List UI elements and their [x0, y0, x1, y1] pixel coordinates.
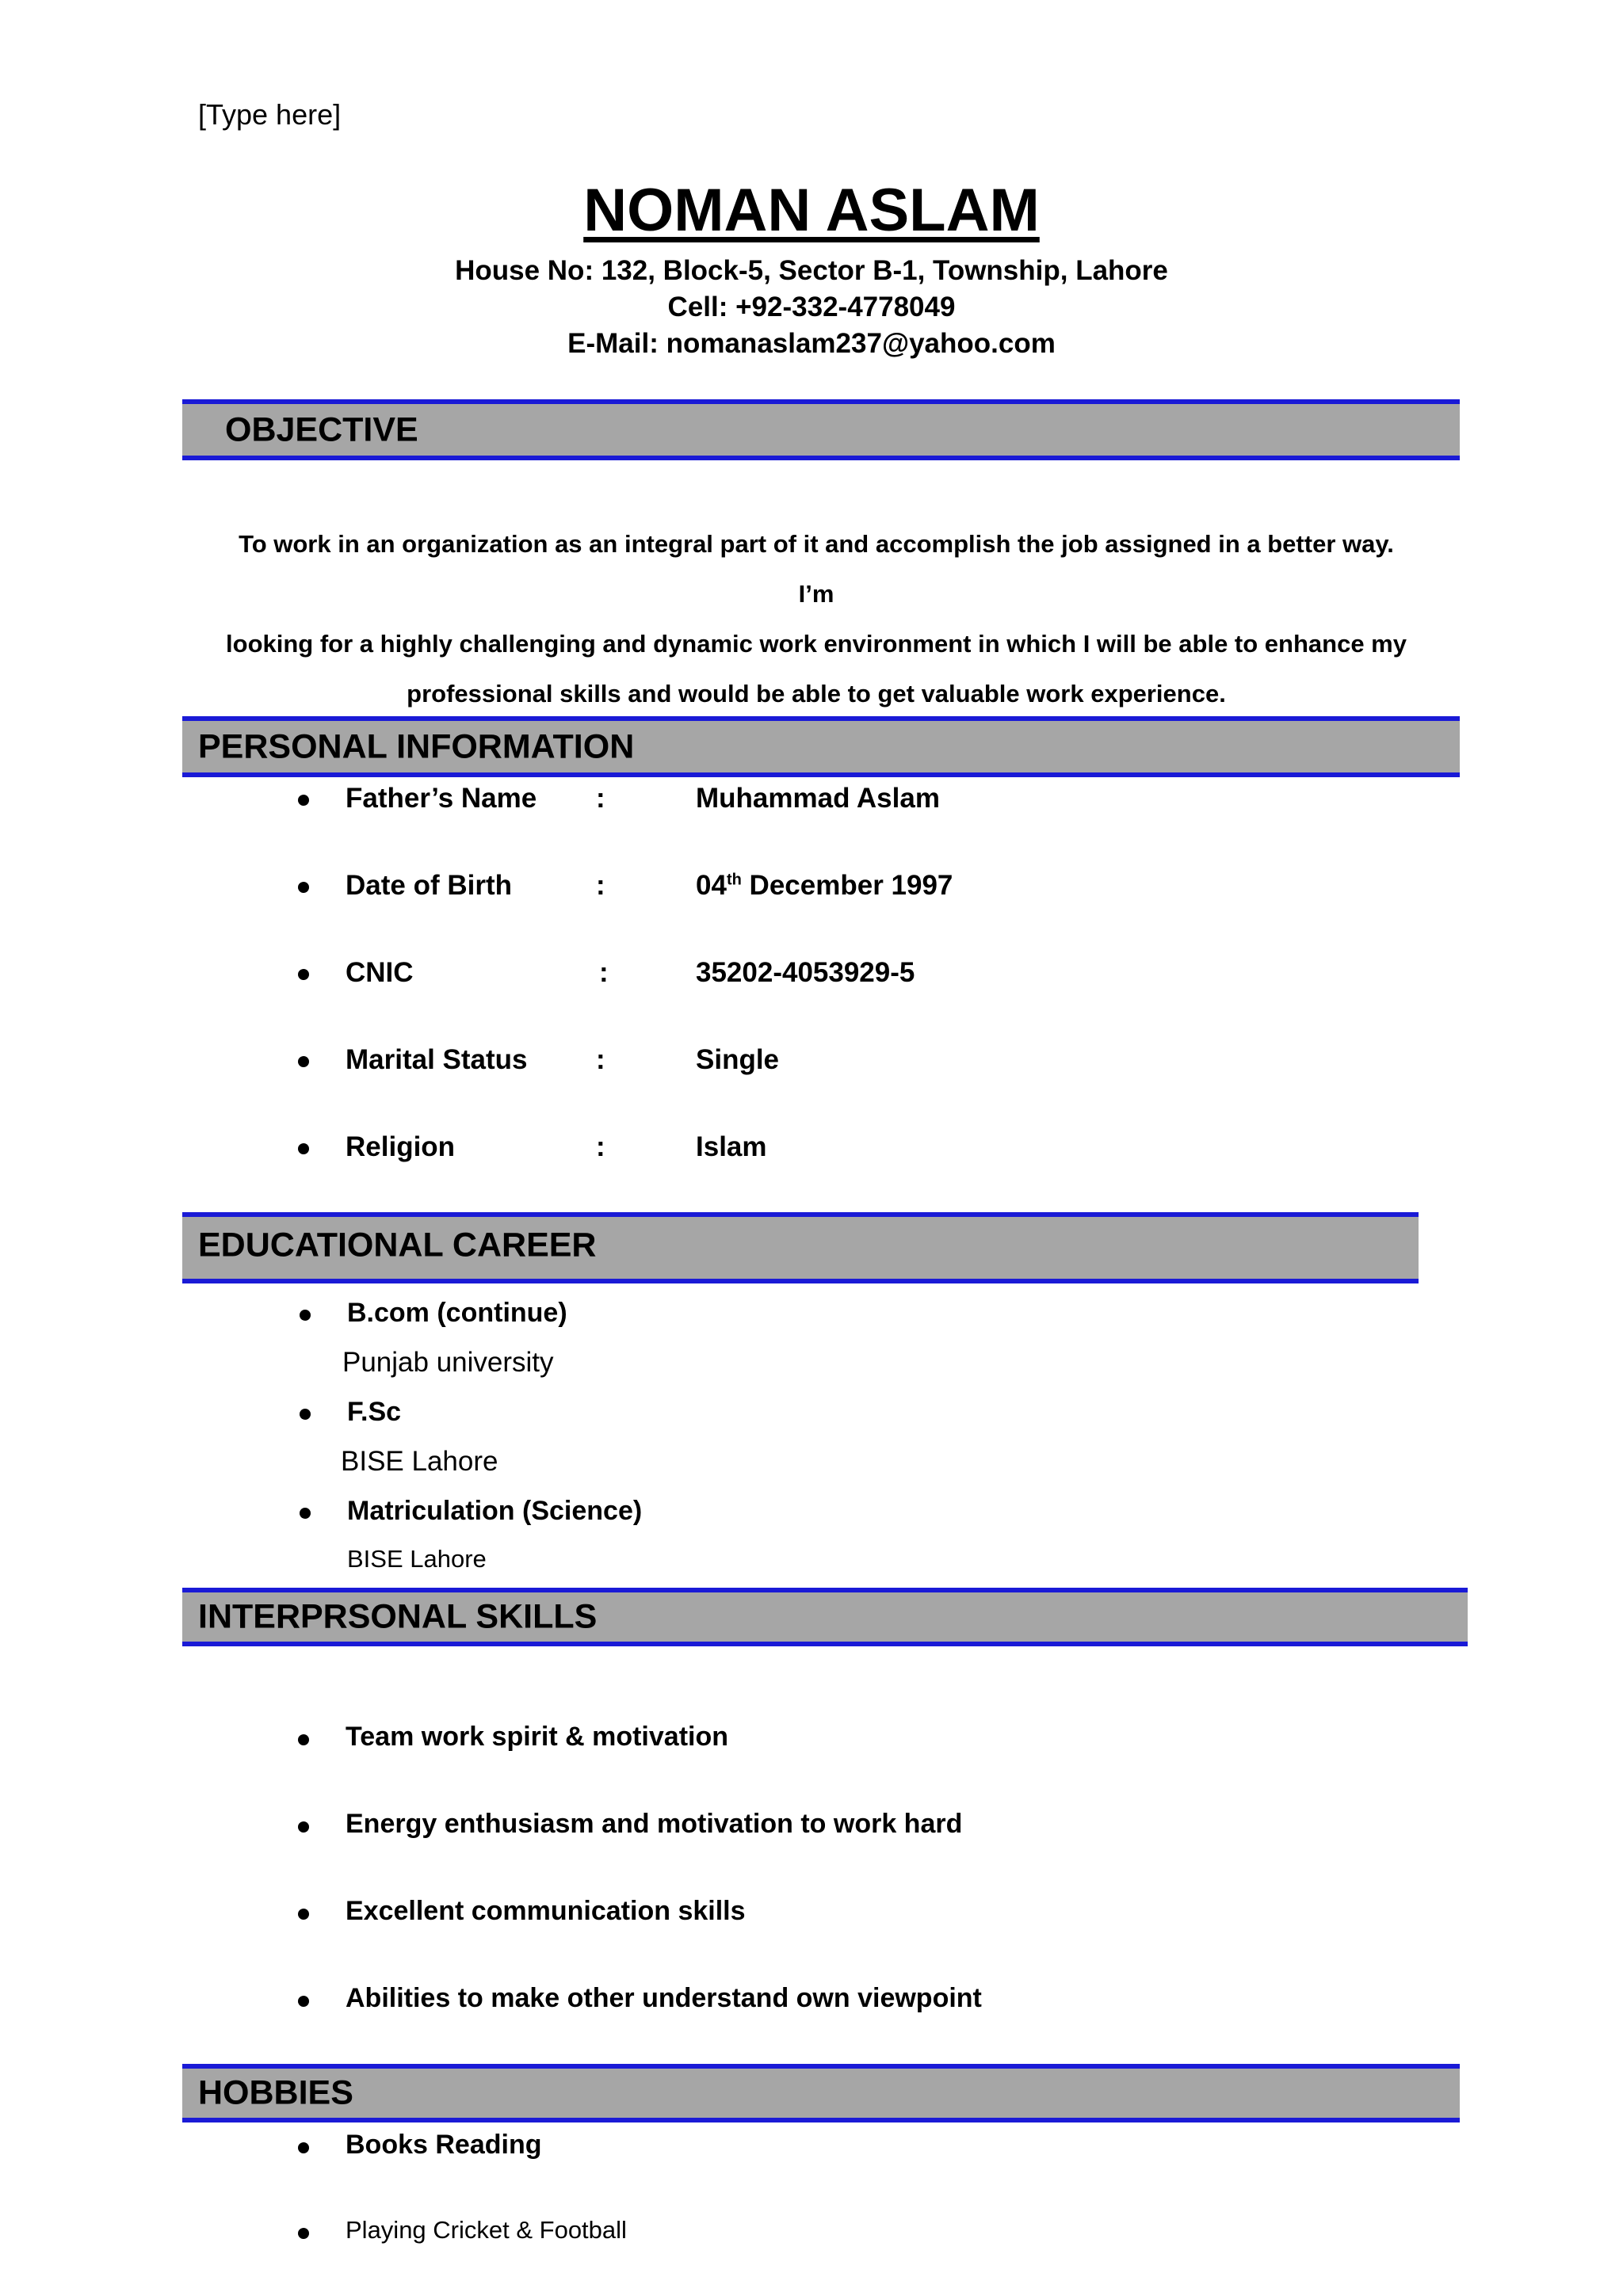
- bullet-icon: [298, 1143, 309, 1154]
- objective-line: To work in an organization as an integral part of it and accomplish the job assigned in a better way. I’m: [239, 530, 1394, 608]
- colon: :: [596, 870, 605, 901]
- bullet-icon: [298, 1821, 309, 1833]
- objective-line: professional skills and would be able to get valuable work experience.: [407, 680, 1226, 707]
- dob-suffix: th: [726, 871, 742, 889]
- bullet-icon: [298, 882, 309, 893]
- section-title: PERSONAL INFORMATION: [198, 727, 635, 765]
- personal-value: [696, 870, 953, 902]
- institute: BISE Lahore: [347, 1545, 487, 1573]
- bullet-icon: [298, 1056, 309, 1067]
- skill-text: Excellent communication skills: [346, 1896, 746, 1926]
- bullet-icon: [298, 795, 309, 806]
- candidate-name: NOMAN ASLAM: [583, 177, 1040, 244]
- bullet-icon: [298, 1734, 309, 1745]
- bullet-icon: [298, 969, 309, 980]
- email-line: E-Mail: nomanaslam237@yahoo.com: [567, 328, 1056, 359]
- education-section-header: [182, 1212, 1419, 1283]
- skills-section-header: [182, 1588, 1468, 1646]
- personal-value: 35202-4053929-5: [696, 957, 915, 988]
- colon: :: [596, 1131, 605, 1162]
- personal-label: CNIC: [346, 957, 414, 988]
- colon: :: [599, 957, 609, 988]
- bullet-icon: [298, 1909, 309, 1920]
- bullet-icon: [298, 2228, 309, 2239]
- bullet-icon: [300, 1310, 311, 1321]
- personal-label: Religion: [346, 1131, 456, 1162]
- section-title: OBJECTIVE: [225, 410, 418, 448]
- personal-label: Date of Birth: [346, 870, 512, 901]
- degree: B.com (continue): [347, 1298, 567, 1328]
- cell-line: Cell: +92-332-4778049: [667, 292, 956, 322]
- institute: Punjab university: [342, 1347, 554, 1378]
- bullet-icon: [298, 1996, 309, 2007]
- header-placeholder: [Type here]: [198, 98, 342, 131]
- address-line: House No: 132, Block-5, Sector B-1, Township, Lahore: [455, 255, 1168, 286]
- personal-section-header: [182, 716, 1460, 777]
- skill-text: Energy enthusiasm and motivation to work hard: [346, 1809, 963, 1839]
- institute: BISE Lahore: [341, 1446, 498, 1477]
- skill-text: Team work spirit & motivation: [346, 1722, 729, 1752]
- skill-text: Abilities to make other understand own viewpoint: [346, 1983, 982, 2013]
- hobby-text: Books Reading: [346, 2130, 542, 2160]
- section-title: EDUCATIONAL CAREER: [198, 1226, 597, 1264]
- dob-day: 04: [696, 870, 727, 901]
- section-title: INTERPRSONAL SKILLS: [198, 1597, 598, 1636]
- personal-value: Single: [696, 1044, 780, 1075]
- bullet-icon: [298, 2142, 309, 2153]
- personal-value: Muhammad Aslam: [696, 783, 940, 814]
- objective-text: [222, 519, 1411, 719]
- colon: :: [596, 783, 605, 814]
- hobbies-section-header: [182, 2064, 1460, 2122]
- degree: F.Sc: [347, 1397, 402, 1427]
- personal-value: Islam: [696, 1131, 767, 1162]
- bullet-icon: [300, 1409, 311, 1420]
- colon: :: [596, 1044, 605, 1075]
- personal-label: Marital Status: [346, 1044, 528, 1075]
- bullet-icon: [300, 1508, 311, 1519]
- hobby-text: Playing Cricket & Football: [346, 2216, 627, 2244]
- personal-label: Father’s Name: [346, 783, 537, 814]
- dob-rest: December 1997: [741, 870, 953, 901]
- section-title: HOBBIES: [198, 2073, 353, 2112]
- degree: Matriculation (Science): [347, 1496, 643, 1526]
- objective-section-header: [182, 399, 1460, 460]
- objective-line: looking for a highly challenging and dynamic work environment in which I will be able to enhance my: [226, 630, 1407, 658]
